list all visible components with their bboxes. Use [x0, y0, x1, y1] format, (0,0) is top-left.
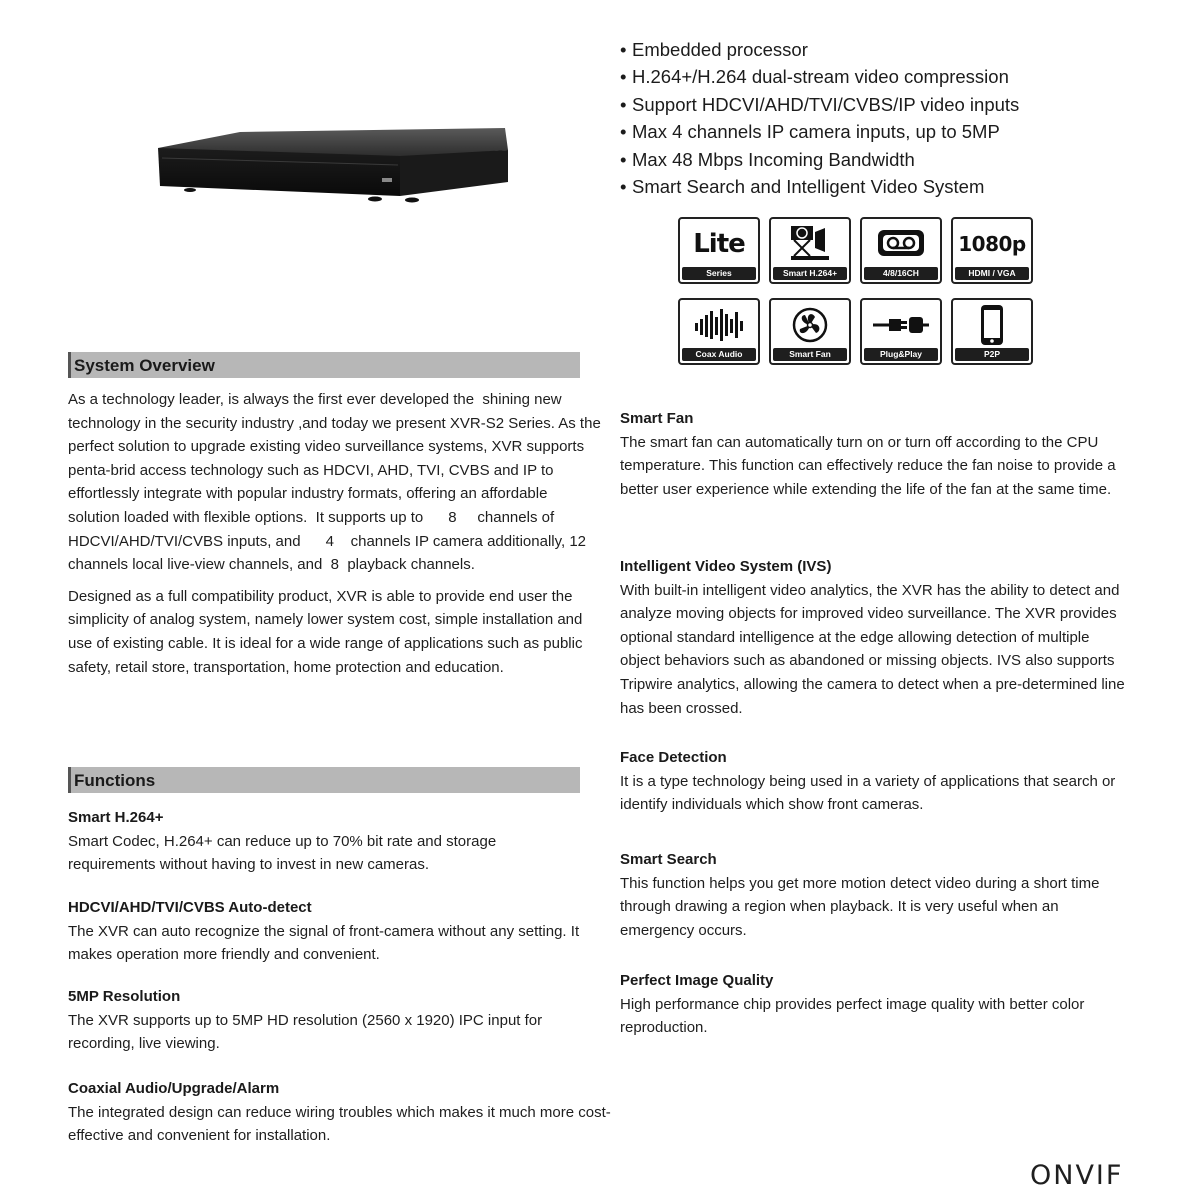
- icon-caption: Smart Fan: [773, 348, 847, 361]
- bullet-item: • Support HDCVI/AHD/TVI/CVBS/IP video inputs: [620, 91, 1180, 118]
- feature-text: It is a type technology being used in a variety of applications that search or identify individuals which show front cameras.: [620, 772, 1116, 814]
- icon-caption: Coax Audio: [682, 348, 756, 361]
- onvif-logo: ONVIF: [1030, 1160, 1124, 1191]
- feature-item: [620, 407, 1145, 501]
- bullet-item: • Max 4 channels IP camera inputs, up to 5MP: [620, 118, 1180, 145]
- bullet-item: • Max 48 Mbps Incoming Bandwidth: [620, 146, 1180, 173]
- p2p-icon: [951, 298, 1033, 365]
- feature-text: With built-in intelligent video analytics, the XVR has the ability to detect and analyze moving objects for improved video surveillance. The XVR provides optional standard intelligence at the edge allowing detection of multiple object behaviors such as abandoned or missing objects. IVS also supports Tripwire analytics, allowing the camera to detect when a pre-determined line has been crossed.: [620, 581, 1125, 717]
- function-text: The XVR supports up to 5MP HD resolution (2560 x 1920) IPC input for recording, live viewing.: [68, 1011, 543, 1053]
- icon-caption: 4/8/16CH: [864, 267, 938, 280]
- resolution-1080p-icon: [951, 217, 1033, 284]
- smart-h264-icon: [769, 217, 851, 284]
- bullet-item: • Embedded processor: [620, 36, 1180, 63]
- feature-item: [620, 746, 1145, 817]
- icon-caption: HDMI / VGA: [955, 267, 1029, 280]
- feature-title: Perfect Image Quality: [620, 972, 774, 989]
- feature-icon-grid: [678, 217, 1034, 367]
- icon-caption: Series: [682, 267, 756, 280]
- dvr-product-image: [150, 120, 520, 210]
- function-title: HDCVI/AHD/TVI/CVBS Auto-detect: [68, 899, 312, 916]
- function-title: 5MP Resolution: [68, 988, 181, 1005]
- feature-text: High performance chip provides perfect image quality with better color reproduction.: [620, 995, 1085, 1037]
- feature-item: [620, 848, 1145, 942]
- system-overview-heading: System Overview: [68, 352, 580, 378]
- function-item: [68, 896, 613, 967]
- functions-heading: Functions: [68, 767, 580, 793]
- overview-paragraph-2: Designed as a full compatibility product, XVR is able to provide end user the simplicity of analog system, namely lower system cost, simple installation and use of existing cable. It is ideal for a wide range of applications such as public safety, retail store, transportation, home protection and education.: [68, 587, 583, 676]
- function-title: Smart H.264+: [68, 809, 164, 826]
- icon-caption: Plug&Play: [864, 348, 938, 361]
- feature-text: The smart fan can automatically turn on or turn off according to the CPU temperature. This function can effectively reduce the fan noise to provide a better user experience while extending the life of the fan at the same time.: [620, 433, 1116, 498]
- lite-text: Lite: [693, 229, 745, 259]
- plug-and-play-icon: [860, 298, 942, 365]
- icon-caption: Smart H.264+: [773, 267, 847, 280]
- icon-caption: P2P: [955, 348, 1029, 361]
- function-item: [68, 1077, 613, 1148]
- feature-item: [620, 555, 1145, 720]
- coax-audio-icon: [678, 298, 760, 365]
- function-item: [68, 985, 613, 1056]
- feature-title: Smart Fan: [620, 410, 694, 427]
- bullet-item: • H.264+/H.264 dual-stream video compression: [620, 63, 1180, 90]
- feature-title: Smart Search: [620, 851, 717, 868]
- function-title: Coaxial Audio/Upgrade/Alarm: [68, 1080, 280, 1097]
- function-item: [68, 806, 613, 877]
- feature-text: This function helps you get more motion detect video during a short time through drawing a region when playback. It is very useful when an emergency occurs.: [620, 874, 1100, 939]
- feature-item: [620, 969, 1145, 1040]
- channels-icon: [860, 217, 942, 284]
- overview-paragraph-1: As a technology leader, is always the first ever developed the shining new technology in the security industry ,and today we present XVR-S2 Series. As the perfect solution to upgrade existing video surveillance systems, XVR supports penta-brid access technology such as HDCVI, AHD, TVI, CVBS and IP to effortlessly integrate with popular industry formats, offering an affordable solution loaded with flexible options. It supports up to 8 channels of HDCVI/AHD/TVI/CVBS inputs, and 4 channels IP camera additionally, 12 channels local live-view channels, and 8 playback channels.: [68, 391, 605, 574]
- feature-title: Intelligent Video System (IVS): [620, 558, 832, 575]
- feature-bullets: [620, 36, 1180, 200]
- resolution-text: 1080p: [958, 232, 1026, 256]
- function-text: The XVR can auto recognize the signal of front-camera without any setting. It makes operation more friendly and convenient.: [68, 922, 580, 964]
- function-text: The integrated design can reduce wiring troubles which makes it much more cost-effective and convenient for installation.: [68, 1103, 611, 1145]
- system-overview-body: [68, 388, 603, 679]
- lite-series-icon: [678, 217, 760, 284]
- bullet-item: • Smart Search and Intelligent Video System: [620, 173, 1180, 200]
- smart-fan-icon: [769, 298, 851, 365]
- feature-title: Face Detection: [620, 749, 727, 766]
- function-text: Smart Codec, H.264+ can reduce up to 70% bit rate and storage requirements without having to invest in new cameras.: [68, 832, 497, 874]
